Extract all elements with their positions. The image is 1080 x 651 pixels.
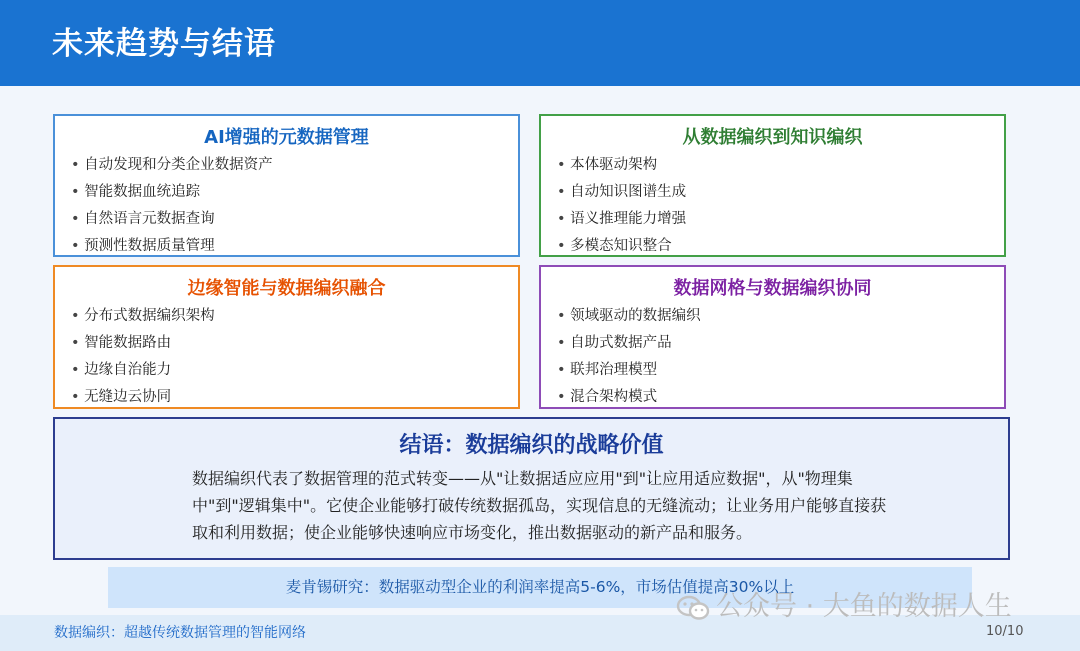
- research-banner: 麦肯锡研究：数据驱动型企业的利润率提高5-6%，市场估值提高30%以上: [108, 567, 972, 608]
- list-item: • 边缘自治能力: [71, 357, 215, 384]
- card-title: 从数据编织到知识编织: [682, 127, 863, 148]
- card-edge-intelligence: [53, 265, 520, 409]
- list-item: • 自动发现和分类企业数据资产: [71, 152, 273, 179]
- card-title: AI增强的元数据管理: [204, 127, 369, 148]
- list-item: • 自助式数据产品: [557, 330, 701, 357]
- card-ai-metadata: [53, 114, 520, 257]
- card-title: 数据网格与数据编织协同: [673, 278, 872, 299]
- card-knowledge-fabric: [539, 114, 1006, 257]
- list-item: • 联邦治理模型: [557, 357, 701, 384]
- list-item: • 自动知识图谱生成: [557, 179, 686, 206]
- card-list: [71, 152, 273, 260]
- card-data-mesh: [539, 265, 1006, 409]
- list-item: • 预测性数据质量管理: [71, 233, 273, 260]
- conclusion-title: 结语：数据编织的战略价值: [399, 433, 664, 458]
- conclusion-text: 数据编织代表了数据管理的范式转变——从"让数据适应应用"到"让应用适应数据"，从"物理集中"到"逻辑集中"。它使企业能够打破传统数据孤岛，实现信息的无缝流动；让业务用户能够直接获取和利用数据；使企业能够快速响应市场变化，推出数据驱动的新产品和服务。: [192, 469, 887, 542]
- list-item: • 混合架构模式: [557, 384, 701, 411]
- conclusion-panel: [53, 417, 1010, 560]
- page-title: 未来趋势与结语: [52, 26, 276, 62]
- list-item: • 自然语言元数据查询: [71, 206, 273, 233]
- list-item: • 语义推理能力增强: [557, 206, 686, 233]
- card-list: [557, 152, 686, 260]
- list-item: • 分布式数据编织架构: [71, 303, 215, 330]
- page-number: 10/10: [986, 624, 1024, 639]
- list-item: • 本体驱动架构: [557, 152, 686, 179]
- list-item: • 多模态知识整合: [557, 233, 686, 260]
- list-item: • 智能数据路由: [71, 330, 215, 357]
- header-bar: [0, 0, 1080, 86]
- watermark: [676, 587, 1012, 627]
- list-item: • 无缝边云协同: [71, 384, 215, 411]
- list-item: • 智能数据血统追踪: [71, 179, 273, 206]
- card-list: [71, 303, 215, 411]
- list-item: • 领域驱动的数据编织: [557, 303, 701, 330]
- footer-subtitle: 数据编织：超越传统数据管理的智能网络: [54, 625, 306, 641]
- card-title: 边缘智能与数据编织融合: [187, 278, 386, 299]
- wechat-icon: [676, 594, 710, 622]
- card-list: [557, 303, 701, 411]
- watermark-text: 公众号 · 大鱼的数据人生: [716, 591, 1012, 622]
